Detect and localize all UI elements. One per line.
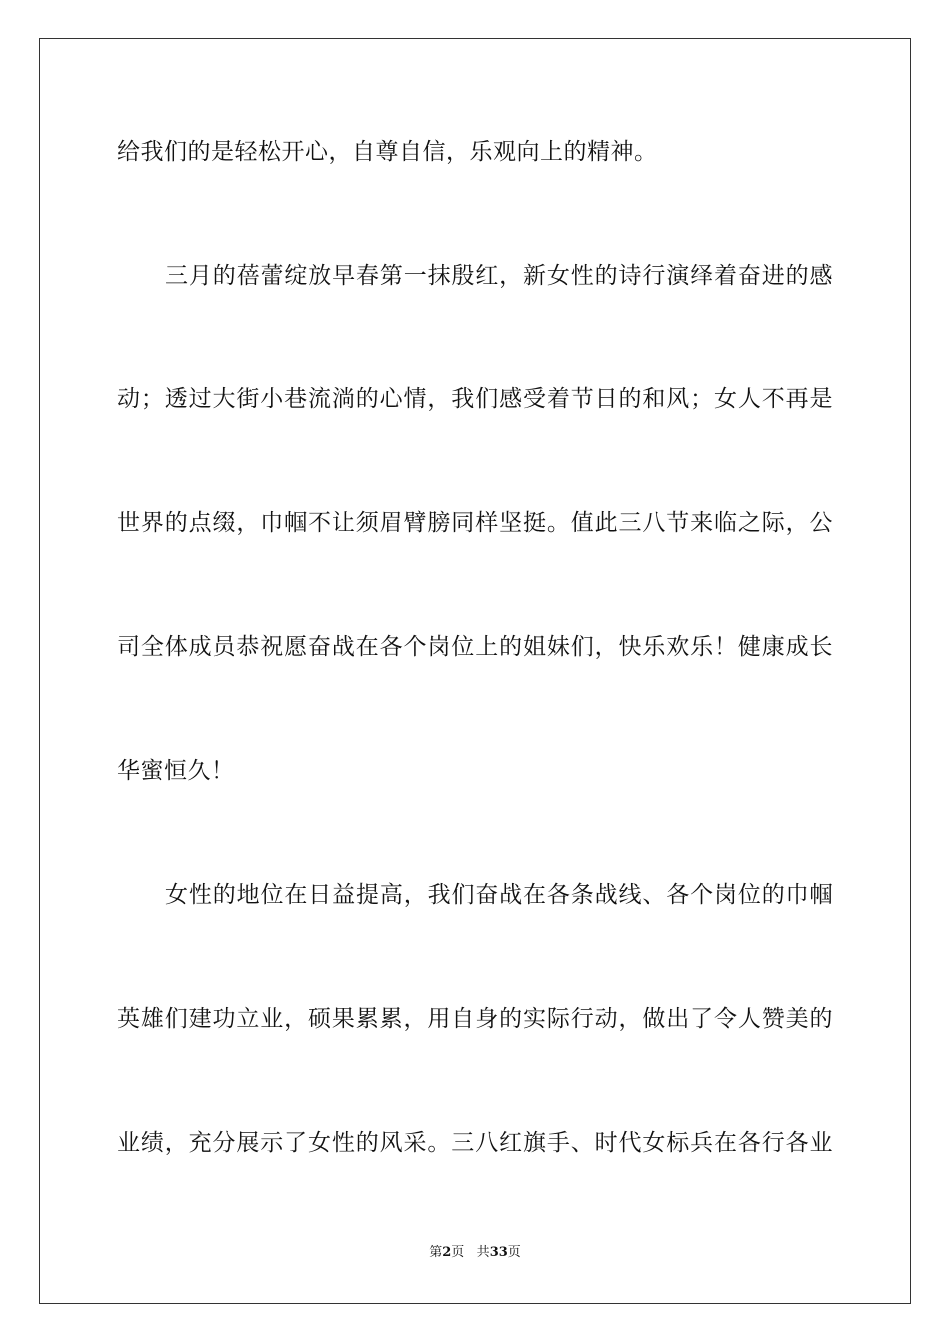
- page-prefix: 第: [429, 1245, 443, 1260]
- page-number: 2: [442, 1245, 452, 1260]
- text-line-6: 华蜜恒久！: [117, 758, 235, 784]
- text-line-2: 三月的蓓蕾绽放早春第一抹殷红，新女性的诗行演绎着奋进的感: [165, 263, 833, 289]
- total-prefix: 共: [476, 1245, 490, 1260]
- text-line-9: 业绩，充分展示了女性的风采。三八红旗手、时代女标兵在各行各业: [117, 1130, 833, 1156]
- text-line-1: 给我们的是轻松开心，自尊自信，乐观向上的精神。: [117, 139, 658, 165]
- text-line-4: 世界的点缀，巾帼不让须眉臂膀同样坚挺。值此三八节来临之际，公: [117, 510, 833, 536]
- text-line-8: 英雄们建功立业，硕果累累，用自身的实际行动，做出了令人赞美的: [117, 1006, 833, 1032]
- text-line-3: 动；透过大街小巷流淌的心情，我们感受着节日的和风；女人不再是: [117, 386, 833, 412]
- page-suffix: 页: [451, 1245, 465, 1260]
- page-footer: [0, 1244, 950, 1262]
- total-suffix: 页: [507, 1245, 521, 1260]
- text-line-7: 女性的地位在日益提高，我们奋战在各条战线、各个岗位的巾帼: [165, 882, 833, 908]
- total-pages: 33: [489, 1245, 508, 1260]
- page-border: [39, 38, 911, 1304]
- text-line-5: 司全体成员恭祝愿奋战在各个岗位上的姐妹们，快乐欢乐！健康成长: [117, 634, 833, 660]
